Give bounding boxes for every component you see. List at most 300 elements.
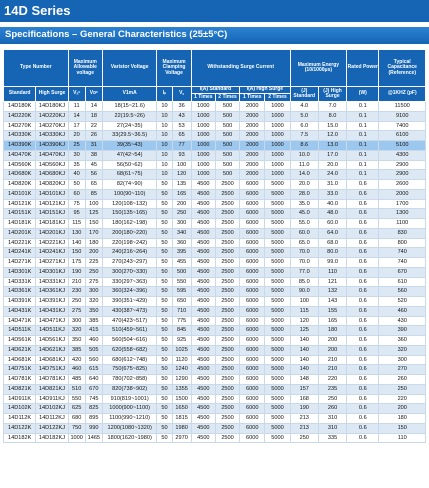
cell-ia-hs-1: 6000 [240,258,265,268]
cell-ip: 50 [157,209,172,219]
cell-j-high-surge: 235 [318,384,346,394]
cell-ia-hs-2: 5000 [265,199,290,209]
cell-vdc: 990 [85,423,102,433]
cell-ia-hs-1: 6000 [240,209,265,219]
cell-ia-hs-1: 6000 [240,277,265,287]
cell-j-high-surge: 200 [318,345,346,355]
cell-j-standard: 140 [290,345,318,355]
cell-vac: 75 [68,199,85,209]
cell-capacitance: 2900 [379,160,426,170]
cell-vc: 340 [172,228,191,238]
cell-v1ma: 100(90~110) [102,189,157,199]
cell-ia-std-2: 2500 [215,209,239,219]
cell-ia-hs-1: 6000 [240,287,265,297]
cell-ia-hs-2: 5000 [265,316,290,326]
cell-ia-std-1: 4500 [191,326,215,336]
cell-rated-power: 0.6 [347,336,379,346]
cell-j-high-surge: 20.0 [318,160,346,170]
cell-vac: 250 [68,297,85,307]
th-capacitance-unit: @1KHZ (pF) [379,87,426,102]
cell-ia-hs-2: 5000 [265,326,290,336]
cell-ia-std-2: 2500 [215,394,239,404]
cell-ip: 50 [157,336,172,346]
cell-ia-hs-1: 6000 [240,199,265,209]
cell-v1ma: 1800(1620~1980) [102,433,157,443]
cell-rated-power: 0.6 [347,384,379,394]
cell-j-high-surge: 165 [318,316,346,326]
cell-rated-power: 0.6 [347,433,379,443]
cell-high-surge-part: 14D621KJ [36,345,68,355]
cell-high-surge-part: 14D390KJ [36,141,68,151]
table-row [4,150,426,160]
cell-ia-hs-1: 6000 [240,326,265,336]
cell-standard-part: 14D911K [4,394,36,404]
cell-high-surge-part: 14D101KJ [36,189,68,199]
cell-standard-part: 14D121K [4,199,36,209]
table-row [4,209,426,219]
cell-ia-hs-1: 6000 [240,180,265,190]
cell-standard-part: 14D511K [4,326,36,336]
cell-high-surge-part: 14D221KJ [36,238,68,248]
cell-rated-power: 0.6 [347,326,379,336]
table-row [4,336,426,346]
cell-standard-part: 14D241K [4,248,36,258]
cell-ia-std-2: 2500 [215,199,239,209]
cell-rated-power: 0.6 [347,199,379,209]
cell-v1ma: 820(738~902) [102,384,157,394]
cell-standard-part: 14D680K [4,170,36,180]
cell-vac: 30 [68,150,85,160]
cell-ia-std-2: 2500 [215,384,239,394]
cell-ia-hs-1: 6000 [240,365,265,375]
cell-standard-part: 14D471K [4,316,36,326]
specifications-table [3,49,426,443]
cell-j-standard: 125 [290,326,318,336]
cell-vc: 300 [172,219,191,229]
cell-ia-std-2: 2500 [215,267,239,277]
cell-ip: 50 [157,189,172,199]
cell-j-high-surge: 260 [318,404,346,414]
cell-ip: 10 [157,170,172,180]
cell-capacitance: 2000 [379,189,426,199]
cell-capacitance: 740 [379,248,426,258]
series-header-bar [0,0,429,22]
cell-vc: 775 [172,316,191,326]
cell-v1ma: 470(423~517) [102,316,157,326]
cell-vdc: 320 [85,297,102,307]
cell-standard-part: 14D102K [4,404,36,414]
cell-ia-std-1: 4500 [191,404,215,414]
table-body [4,102,426,443]
cell-capacitance: 220 [379,394,426,404]
cell-high-surge-part: 14D180KJ [36,102,68,112]
cell-v1ma: 47(42~54) [102,150,157,160]
cell-v1ma: 330(297~363) [102,277,157,287]
cell-j-high-surge: 33.0 [318,189,346,199]
cell-vc: 1980 [172,423,191,433]
cell-j-standard: 120 [290,316,318,326]
cell-j-high-surge: 68.0 [318,238,346,248]
cell-ia-std-2: 2500 [215,238,239,248]
cell-rated-power: 0.1 [347,170,379,180]
cell-vdc: 18 [85,111,102,121]
cell-standard-part: 14D751K [4,365,36,375]
cell-ia-hs-2: 1000 [265,102,290,112]
cell-ia-std-2: 2500 [215,228,239,238]
cell-vdc: 1465 [85,433,102,443]
cell-ia-std-2: 2500 [215,248,239,258]
cell-vdc: 125 [85,209,102,219]
cell-capacitance: 390 [379,326,426,336]
cell-j-standard: 213 [290,423,318,433]
cell-high-surge-part: 14D821KJ [36,384,68,394]
cell-j-high-surge: 40.0 [318,199,346,209]
cell-ia-std-1: 4500 [191,238,215,248]
cell-ia-std-2: 2500 [215,423,239,433]
cell-high-surge-part: 14D911KJ [36,394,68,404]
cell-ia-hs-2: 5000 [265,258,290,268]
table-row [4,287,426,297]
cell-rated-power: 0.6 [347,209,379,219]
cell-ia-std-1: 4500 [191,180,215,190]
cell-j-high-surge: 7.0 [318,102,346,112]
cell-vc: 710 [172,306,191,316]
cell-capacitance: 460 [379,306,426,316]
cell-ip: 50 [157,316,172,326]
cell-capacitance: 520 [379,297,426,307]
cell-ia-std-1: 4500 [191,355,215,365]
cell-vc: 2970 [172,433,191,443]
cell-ia-hs-1: 6000 [240,316,265,326]
cell-v1ma: 240(216~264) [102,248,157,258]
cell-ia-std-1: 4500 [191,287,215,297]
cell-ia-hs-2: 5000 [265,414,290,424]
table-row [4,414,426,424]
cell-vc: 120 [172,170,191,180]
cell-j-high-surge: 250 [318,394,346,404]
cell-vac: 350 [68,336,85,346]
table-row [4,345,426,355]
cell-ia-std-1: 4500 [191,394,215,404]
cell-ia-hs-2: 5000 [265,375,290,385]
cell-ip: 50 [157,345,172,355]
cell-ia-hs-2: 5000 [265,404,290,414]
cell-vac: 40 [68,170,85,180]
table-row [4,326,426,336]
th-ip: Iₚ [157,87,172,102]
cell-high-surge-part: 14D301KJ [36,267,68,277]
cell-ia-std-2: 500 [215,160,239,170]
cell-ia-std-2: 2500 [215,316,239,326]
cell-vdc: 745 [85,394,102,404]
cell-standard-part: 14D431K [4,306,36,316]
cell-j-standard: 45.0 [290,209,318,219]
cell-ia-hs-2: 5000 [265,238,290,248]
cell-rated-power: 0.6 [347,316,379,326]
cell-capacitance: 360 [379,336,426,346]
cell-ip: 50 [157,433,172,443]
table-row [4,131,426,141]
cell-j-standard: 140 [290,355,318,365]
cell-vc: 135 [172,180,191,190]
cell-vdc: 350 [85,306,102,316]
cell-ia-hs-1: 2000 [240,111,265,121]
cell-ia-hs-2: 1000 [265,121,290,131]
cell-j-standard: 6.0 [290,121,318,131]
cell-vc: 250 [172,209,191,219]
cell-v1ma: 68(61~75) [102,170,157,180]
cell-rated-power: 0.6 [347,238,379,248]
cell-ip: 10 [157,102,172,112]
cell-ia-std-1: 1000 [191,121,215,131]
cell-ia-std-1: 4500 [191,336,215,346]
cell-vac: 680 [68,414,85,424]
cell-ia-std-2: 500 [215,170,239,180]
cell-ia-hs-2: 5000 [265,228,290,238]
cell-vdc: 670 [85,384,102,394]
cell-ia-std-1: 4500 [191,433,215,443]
cell-high-surge-part: 14D201KJ [36,228,68,238]
cell-ip: 50 [157,248,172,258]
cell-vac: 190 [68,267,85,277]
table-row [4,111,426,121]
th-j-high-surge: (J) High Surge [318,87,346,102]
cell-ia-std-1: 4500 [191,384,215,394]
cell-vc: 925 [172,336,191,346]
cell-ia-hs-1: 6000 [240,384,265,394]
cell-vdc: 460 [85,336,102,346]
cell-ia-std-2: 500 [215,102,239,112]
cell-rated-power: 0.6 [347,219,379,229]
cell-vac: 550 [68,394,85,404]
cell-vac: 300 [68,316,85,326]
cell-ia-hs-1: 2000 [240,150,265,160]
cell-ia-std-2: 2500 [215,375,239,385]
cell-ip: 10 [157,121,172,131]
cell-high-surge-part: 14D270KJ [36,121,68,131]
cell-ia-hs-1: 6000 [240,297,265,307]
table-row [4,248,426,258]
cell-vc: 1025 [172,345,191,355]
cell-capacitance: 6100 [379,131,426,141]
cell-ia-std-1: 4500 [191,365,215,375]
cell-ia-hs-1: 6000 [240,433,265,443]
cell-standard-part: 14D270K [4,121,36,131]
table-row [4,160,426,170]
cell-j-high-surge: 143 [318,297,346,307]
cell-v1ma: 300(270~330) [102,267,157,277]
cell-j-standard: 77.0 [290,267,318,277]
th-rated-power: Rated Power [347,50,379,87]
cell-vdc: 22 [85,121,102,131]
th-type-number: Type Number [4,50,69,87]
cell-j-high-surge: 210 [318,355,346,365]
table-row [4,121,426,131]
cell-ia-std-1: 1000 [191,102,215,112]
cell-capacitance: 830 [379,228,426,238]
cell-ia-hs-1: 6000 [240,238,265,248]
cell-j-standard: 90.0 [290,287,318,297]
cell-v1ma: 780(702~858) [102,375,157,385]
cell-ip: 50 [157,326,172,336]
cell-ia-std-1: 4500 [191,258,215,268]
cell-j-standard: 140 [290,336,318,346]
cell-j-standard: 5.0 [290,111,318,121]
cell-ia-std-2: 2500 [215,258,239,268]
cell-ia-hs-1: 6000 [240,423,265,433]
cell-ia-hs-1: 6000 [240,375,265,385]
cell-ia-hs-2: 1000 [265,131,290,141]
cell-ia-std-1: 4500 [191,423,215,433]
table-row [4,306,426,316]
cell-high-surge-part: 14D181KJ [36,219,68,229]
table-row [4,365,426,375]
cell-vc: 65 [172,131,191,141]
cell-vac: 17 [68,121,85,131]
cell-vac: 35 [68,160,85,170]
cell-j-standard: 35.0 [290,199,318,209]
cell-j-standard: 157 [290,384,318,394]
cell-j-high-surge: 31.0 [318,180,346,190]
cell-j-standard: 190 [290,404,318,414]
cell-ia-hs-2: 5000 [265,355,290,365]
cell-j-high-surge: 99.0 [318,258,346,268]
cell-ia-hs-1: 2000 [240,170,265,180]
cell-ia-hs-1: 6000 [240,336,265,346]
table-row [4,316,426,326]
cell-vac: 20 [68,131,85,141]
table-row [4,423,426,433]
cell-capacitance: 11500 [379,102,426,112]
cell-rated-power: 0.6 [347,414,379,424]
cell-vac: 115 [68,219,85,229]
cell-j-high-surge: 220 [318,375,346,385]
cell-v1ma: 150(135~165) [102,209,157,219]
cell-standard-part: 14D271K [4,258,36,268]
cell-vdc: 560 [85,355,102,365]
cell-ia-std-2: 2500 [215,345,239,355]
cell-vc: 1815 [172,414,191,424]
cell-ia-hs-2: 5000 [265,267,290,277]
table-row [4,219,426,229]
cell-ia-hs-1: 2000 [240,141,265,151]
cell-high-surge-part: 14D391KJ [36,297,68,307]
cell-vac: 25 [68,141,85,151]
cell-high-surge-part: 14D241KJ [36,248,68,258]
cell-j-high-surge: 48.0 [318,209,346,219]
th-v1ma: V1mA [102,87,157,102]
th-standard-2-times: 2 Times [215,94,239,102]
cell-ip: 50 [157,267,172,277]
cell-j-high-surge: 210 [318,365,346,375]
cell-vdc: 385 [85,316,102,326]
cell-v1ma: 200(180~220) [102,228,157,238]
cell-vdc: 825 [85,404,102,414]
cell-standard-part: 14D681K [4,355,36,365]
cell-ia-hs-1: 2000 [240,131,265,141]
cell-rated-power: 0.6 [347,297,379,307]
cell-ia-std-2: 500 [215,150,239,160]
cell-j-high-surge: 110 [318,267,346,277]
table-row [4,170,426,180]
cell-standard-part: 14D201K [4,228,36,238]
cell-v1ma: 18(15~21.6) [102,102,157,112]
cell-ia-std-1: 4500 [191,277,215,287]
cell-j-high-surge: 155 [318,306,346,316]
cell-vc: 395 [172,248,191,258]
cell-j-standard: 140 [290,365,318,375]
cell-v1ma: 220(198~242) [102,238,157,248]
cell-rated-power: 0.6 [347,258,379,268]
cell-standard-part: 14D122K [4,423,36,433]
cell-ia-hs-1: 2000 [240,102,265,112]
cell-rated-power: 0.6 [347,228,379,238]
cell-v1ma: 620(558~682) [102,345,157,355]
th-high-surge-2-times: 2 Times [265,94,290,102]
cell-ia-std-1: 4500 [191,228,215,238]
th-vc: V꜀ [172,87,191,102]
cell-vac: 460 [68,365,85,375]
cell-ia-hs-1: 2000 [240,160,265,170]
cell-v1ma: 22(19.5~26) [102,111,157,121]
cell-capacitance: 320 [379,345,426,355]
cell-ia-hs-2: 1000 [265,150,290,160]
table-row [4,199,426,209]
table-row [4,384,426,394]
cell-ia-hs-1: 6000 [240,219,265,229]
cell-ia-hs-2: 5000 [265,297,290,307]
cell-j-standard: 100 [290,297,318,307]
cell-capacitance: 150 [379,423,426,433]
cell-standard-part: 14D470K [4,150,36,160]
cell-ia-std-1: 1000 [191,160,215,170]
cell-capacitance: 250 [379,384,426,394]
cell-standard-part: 14D821K [4,384,36,394]
cell-rated-power: 0.1 [347,111,379,121]
cell-vc: 455 [172,258,191,268]
cell-j-standard: 10.0 [290,150,318,160]
th-varistor-voltage: Varistor Voltage [102,50,157,87]
cell-ip: 50 [157,404,172,414]
th-typical-capacitance: Typical Capacitance (Reference) [379,50,426,87]
cell-ia-hs-2: 5000 [265,287,290,297]
cell-v1ma: 56(50~62) [102,160,157,170]
cell-vac: 11 [68,102,85,112]
cell-ia-hs-2: 1000 [265,111,290,121]
cell-capacitance: 180 [379,414,426,424]
cell-ia-hs-2: 5000 [265,277,290,287]
cell-j-standard: 28.0 [290,189,318,199]
cell-ia-std-1: 4500 [191,345,215,355]
cell-rated-power: 0.6 [347,248,379,258]
cell-vdc: 300 [85,287,102,297]
cell-high-surge-part: 14D271KJ [36,258,68,268]
cell-capacitance: 670 [379,267,426,277]
th-standard-1-times: 1 Times [191,94,215,102]
cell-ia-hs-2: 5000 [265,365,290,375]
cell-capacitance: 2600 [379,180,426,190]
cell-rated-power: 0.1 [347,121,379,131]
cell-vc: 500 [172,267,191,277]
cell-vac: 320 [68,326,85,336]
cell-j-high-surge: 17.0 [318,150,346,160]
cell-high-surge-part: 14D220KJ [36,111,68,121]
cell-ip: 50 [157,180,172,190]
cell-rated-power: 0.1 [347,150,379,160]
cell-vc: 36 [172,102,191,112]
cell-vac: 420 [68,355,85,365]
cell-v1ma: 39(35~43) [102,141,157,151]
